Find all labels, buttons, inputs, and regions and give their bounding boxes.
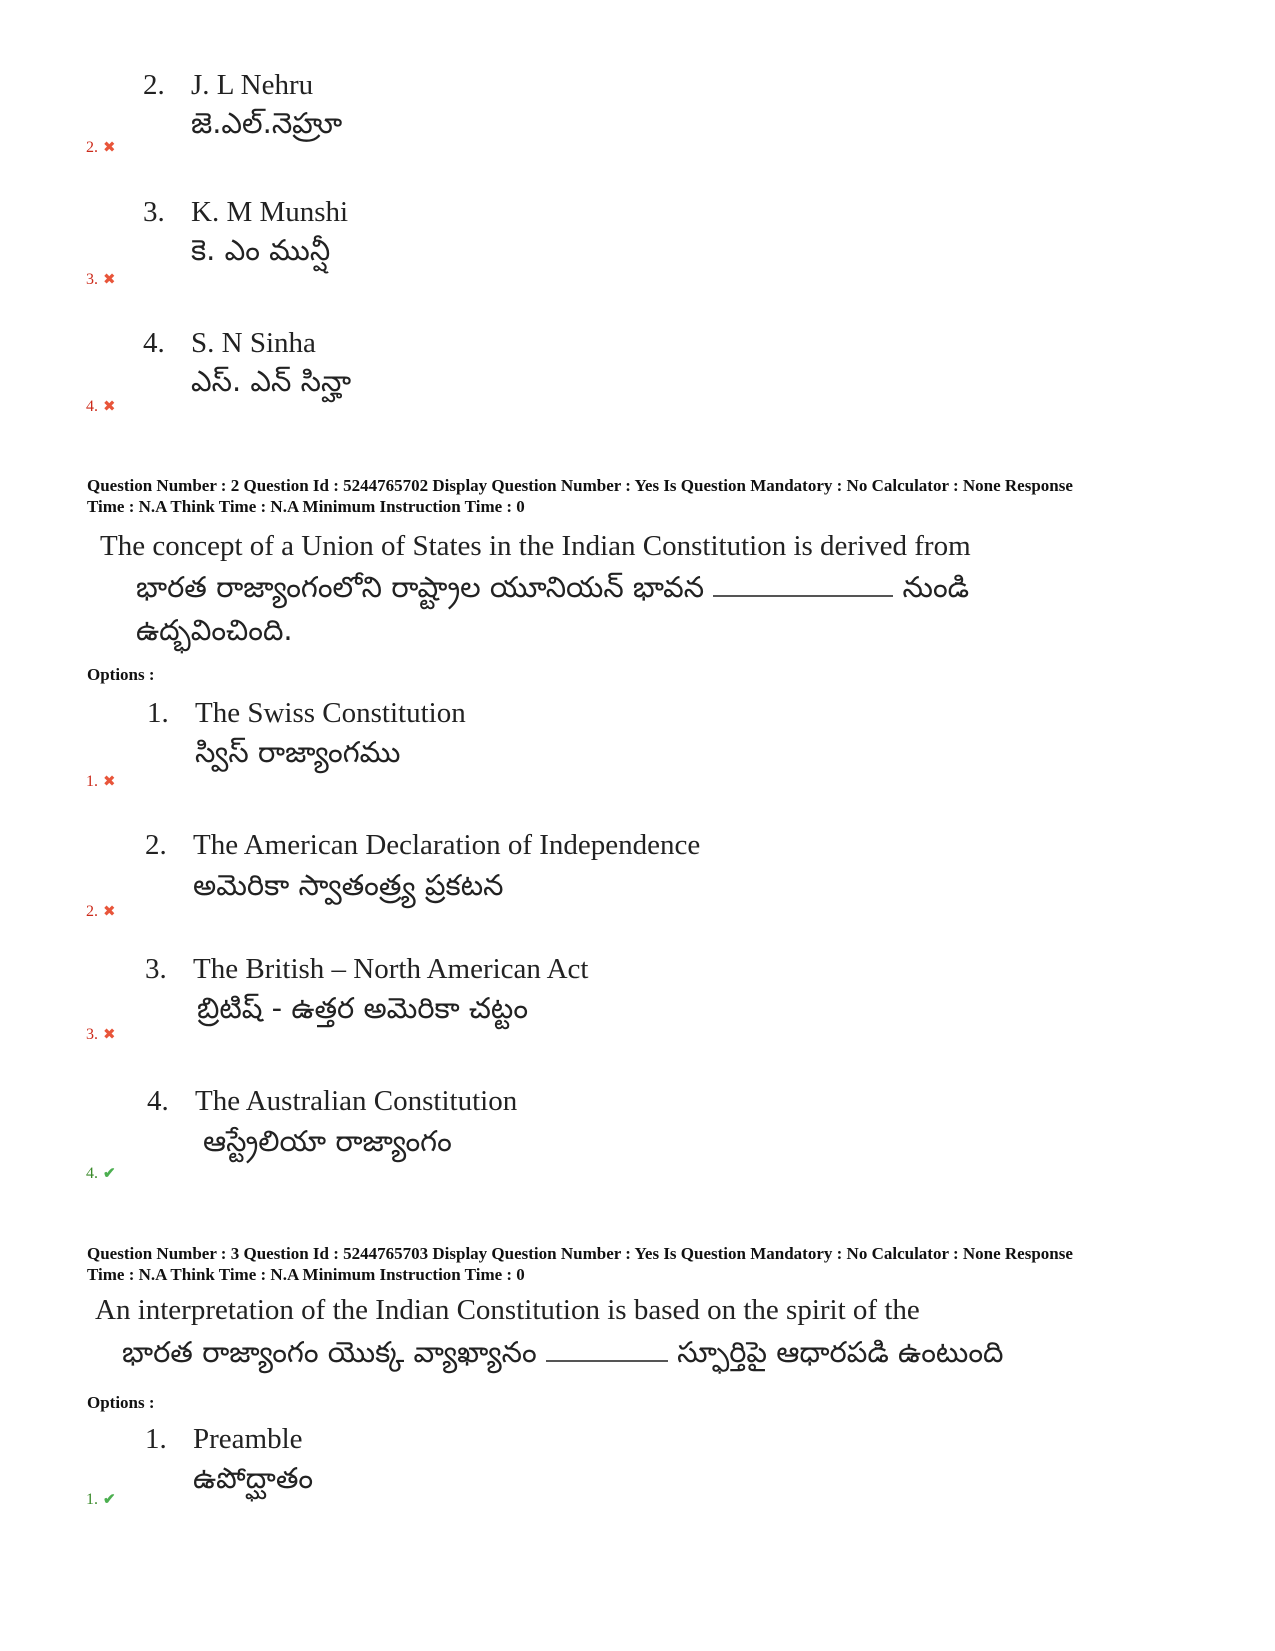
marker-number: 1. [86, 773, 98, 790]
option-english [143, 68, 313, 102]
option-number: 3. [145, 953, 167, 985]
correct-marker [86, 1165, 116, 1183]
option-english-text: The British – North American Act [193, 953, 589, 985]
option-number: 1. [145, 1423, 167, 1455]
question-text-telugu [122, 1331, 1004, 1373]
meta-line-1: Question Number : 3 Question Id : 5244765703 Display Question Number : Yes Is Question Mandatory : No Calculator : None Response [87, 1244, 1073, 1263]
question-text-english: The concept of a Union of States in the Indian Constitution is derived from [100, 530, 971, 562]
marker-number: 4. [86, 1165, 98, 1182]
wrong-marker [86, 271, 116, 289]
option-telugu: కె. ఎం మున్షీ [191, 233, 331, 267]
option-english [145, 828, 700, 862]
option-number: 1. [147, 697, 169, 729]
marker-number: 3. [86, 271, 98, 288]
option-telugu: ఎస్. ఎన్ సిన్హా [191, 364, 352, 398]
option-english-text: The American Declaration of Independence [193, 829, 701, 861]
checkmark-icon: ✔ [103, 1492, 116, 1508]
option-english [143, 195, 348, 229]
meta-line-2: Time : N.A Think Time : N.A Minimum Instruction Time : 0 [87, 497, 525, 516]
marker-number: 4. [86, 398, 98, 415]
marker-number: 1. [86, 1491, 98, 1508]
telugu-part-2: స్ఫూర్తిపై ఆధారపడి ఉంటుంది [677, 1335, 1004, 1369]
question-meta [87, 1243, 1197, 1285]
options-label: Options : [87, 1393, 155, 1412]
option-telugu: ఆస్ట్రేలియా రాజ్యాంగం [203, 1124, 452, 1158]
cross-icon: ✖ [103, 904, 116, 920]
correct-marker [86, 1491, 116, 1509]
marker-number: 3. [86, 1026, 98, 1043]
cross-icon: ✖ [103, 1027, 116, 1043]
question-text-english: An interpretation of the Indian Constitution is based on the spirit of the [95, 1294, 920, 1326]
checkmark-icon: ✔ [103, 1166, 116, 1182]
option-number: 3. [143, 196, 165, 228]
option-telugu: బ్రిటిష్ - ఉత్తర అమెరికా చట్టం [197, 991, 529, 1025]
cross-icon: ✖ [103, 774, 116, 790]
wrong-marker [86, 139, 116, 157]
marker-number: 2. [86, 903, 98, 920]
option-number: 2. [145, 829, 167, 861]
option-english-text: J. L Nehru [191, 69, 314, 101]
option-telugu: జె.ఎల్.నెహ్రూ [191, 106, 343, 140]
option-english-text: K. M Munshi [191, 196, 349, 228]
option-telugu: అమెరికా స్వాతంత్ర్య ప్రకటన [193, 868, 504, 902]
option-telugu: ఉపోద్ఘాతం [193, 1461, 314, 1495]
fill-in-blank [546, 1360, 668, 1362]
option-english-text: S. N Sinha [191, 327, 316, 359]
wrong-marker [86, 773, 116, 791]
telugu-part-2: నుండి [902, 570, 970, 604]
fill-in-blank [713, 595, 893, 597]
option-english [147, 1084, 517, 1118]
meta-line-1: Question Number : 2 Question Id : 5244765702 Display Question Number : Yes Is Question Mandatory : No Calculator : None Response [87, 476, 1073, 495]
option-english-text: Preamble [193, 1423, 303, 1455]
cross-icon: ✖ [103, 399, 116, 415]
option-english [143, 326, 316, 360]
wrong-marker [86, 903, 116, 921]
wrong-marker [86, 1026, 116, 1044]
telugu-part-1: భారత రాజ్యాంగంలోని రాష్ట్రాల యూనియన్ భావన [136, 570, 705, 604]
option-telugu: స్విస్ రాజ్యాంగము [195, 735, 401, 769]
meta-line-2: Time : N.A Think Time : N.A Minimum Instruction Time : 0 [87, 1265, 525, 1284]
option-number: 4. [147, 1085, 169, 1117]
question-text-telugu-line2: ఉద్భవించింది. [136, 613, 293, 647]
cross-icon: ✖ [103, 140, 116, 156]
wrong-marker [86, 398, 116, 416]
cross-icon: ✖ [103, 272, 116, 288]
option-english [147, 696, 466, 730]
option-number: 2. [143, 69, 165, 101]
option-number: 4. [143, 327, 165, 359]
question-text-telugu [136, 566, 969, 608]
options-label: Options : [87, 665, 155, 684]
option-english-text: The Swiss Constitution [195, 697, 466, 729]
option-english [145, 1422, 303, 1456]
marker-number: 2. [86, 139, 98, 156]
question-meta [87, 475, 1197, 517]
option-english [145, 952, 588, 986]
telugu-part-1: భారత రాజ్యాంగం యొక్క వ్యాఖ్యానం [122, 1335, 537, 1369]
option-english-text: The Australian Constitution [195, 1085, 518, 1117]
